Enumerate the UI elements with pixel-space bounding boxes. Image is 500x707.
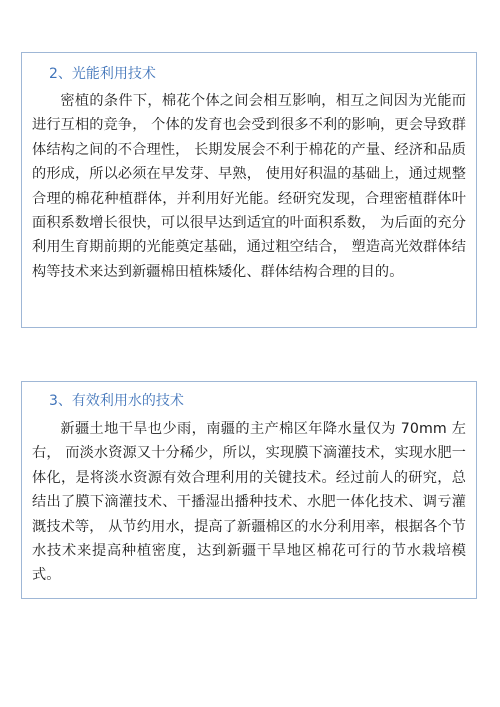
section-water-utilization [21, 381, 477, 599]
section-heading: 3、有效利用水的技术 [49, 393, 184, 409]
section-heading: 2、光能利用技术 [49, 66, 156, 82]
section-paragraph: 新疆土地干旱也少雨，南疆的主产棉区年降水量仅为 70mm 左右， 而淡水资源又十分稀少，所以，实现膜下滴灌技术，实现水肥一体化，是将淡水资源有效合理利用的关键技术。经过前人的研究，总结出了膜下滴灌技术、干播湿出播种技术、水肥一体化技术、调亏灌溉技术等， 从节约用水，提高了新疆棉区的水分利用率，根据各个节水技术来提高种植密度，达到新疆干旱地区棉花可行的节水栽培模式。 [32, 421, 466, 584]
section-light-utilization [21, 52, 477, 328]
section-paragraph: 密植的条件下，棉花个体之间会相互影响，相互之间因为光能而进行互相的竞争， 个体的发育也会受到很多不利的影响，更会导致群体结构之间的不合理性， 长期发展会不利于棉花的产量、经济和品质的形成，所以必须在早发芽、早熟， 使用好积温的基础上，通过规整合理的棉花种植群体，并利用好光能。经研究发现，合理密植群体叶面积系数增长很快，可以很早达到适宜的叶面积系数， 为后面的充分利用生育期前期的光能奠定基础，通过粗空结合， 塑造高光效群体结构等技术来达到新疆棉田植株矮化、群体结构合理的目的。 [32, 93, 466, 280]
